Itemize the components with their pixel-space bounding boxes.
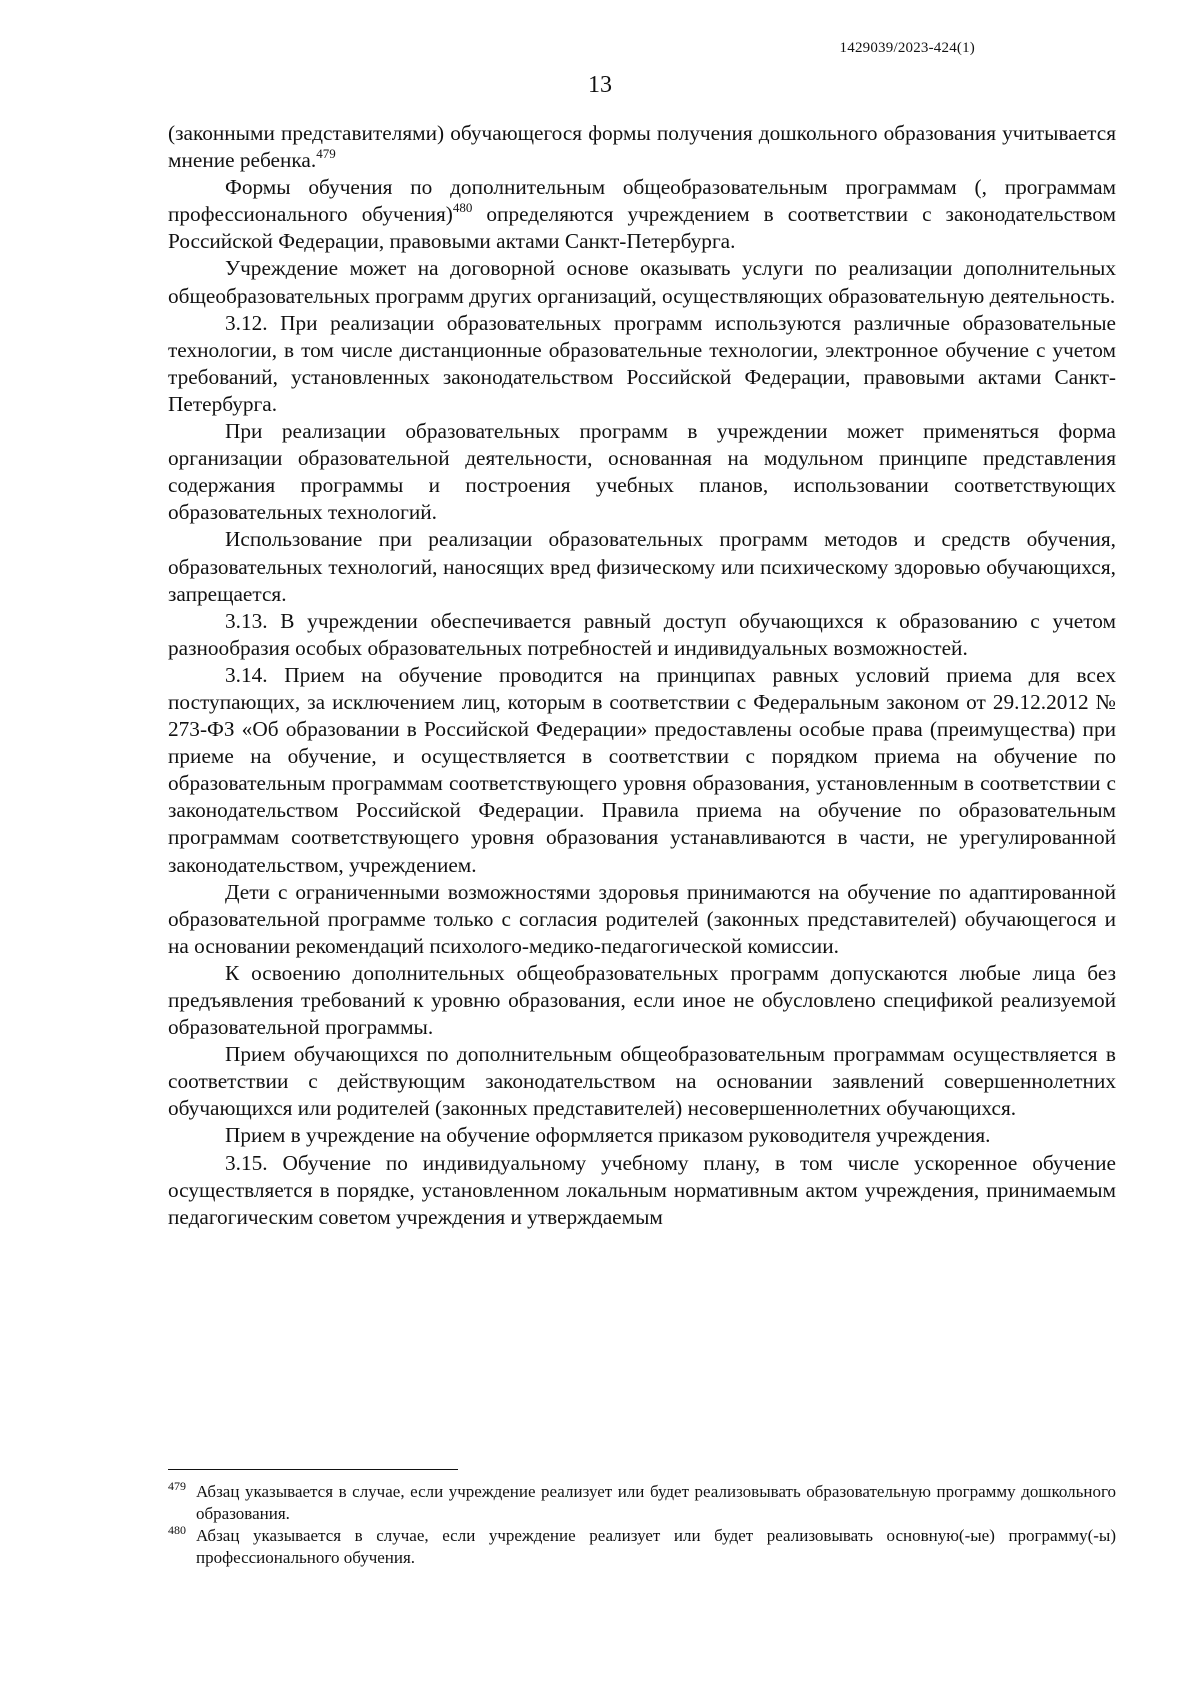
- paragraph-text: Формы обучения по дополнительным общеобразовательным программам (, программам профессионального обучения): [168, 175, 1116, 227]
- paragraph: Использование при реализации образовательных программ методов и средств обучения, образовательных технологий, наносящих вред физическому или психическому здоровью обучающихся, запрещается.: [168, 527, 1116, 606]
- paragraph: Учреждение может на договорной основе оказывать услуги по реализации дополнительных общеобразовательных программ других организаций, осуществляющих образовательную деятельность.: [168, 256, 1116, 308]
- page-number: 13: [588, 72, 612, 98]
- paragraph: [168, 120, 1116, 174]
- paragraph: Прием в учреждение на обучение оформляется приказом руководителя учреждения.: [225, 1123, 991, 1148]
- paragraph: К освоению дополнительных общеобразовательных программ допускаются любые лица без предъявления требований к уровню образования, если иное не обусловлено спецификой реализуемой образовательной программы.: [168, 960, 1116, 1040]
- document-number: 1429039/2023-424(1): [839, 40, 975, 56]
- paragraph-text: определяются учреждением в соответствии с законодательством Российской Федерации, правовыми актами Санкт-Петербурга.: [168, 202, 1116, 254]
- paragraph-3-15: 3.15. Обучение по индивидуальному учебному плану, в том числе ускоренное обучение осуществляется в порядке, установленном локальным нормативным актом учреждения, принимаемым педагогическим советом учреждения и утверждаемым: [168, 1150, 1116, 1229]
- paragraph: [168, 174, 1116, 255]
- footnote-text: Абзац указывается в случае, если учреждение реализует или будет реализовывать основную(-ые) программу(-ы) профессионального обучения.: [196, 1526, 1116, 1567]
- footnote-text: Абзац указывается в случае, если учреждение реализует или будет реализовывать образовательную программу дошкольного образования.: [196, 1482, 1116, 1523]
- footnote-reference: 479: [316, 146, 336, 162]
- paragraph-text: (законными представителями) обучающегося формы получения дошкольного образования учитывается мнение ребенка.: [168, 121, 1116, 173]
- footnotes: [168, 1481, 1116, 1569]
- document-body: [168, 120, 1116, 1231]
- footnote-reference: 480: [452, 200, 473, 216]
- paragraph-3-12: 3.12. При реализации образовательных программ используются различные образовательные технологии, в том числе дистанционные образовательные технологии, электронное обучение с учетом требований, установленных законодательством Российской Федерации, правовыми актами Санкт-Петербурга.: [168, 310, 1116, 416]
- footnote: 480 Абзац указывается в случае, если учреждение реализует или будет реализовывать основную(-ые) программу(-ы) профессионального обучения.: [168, 1523, 1116, 1567]
- paragraph: Дети с ограниченными возможностями здоровья принимаются на обучение по адаптированной образовательной программе только с согласия родителей (законных представителей) обучающегося и на основании рекомендаций психолого-медико-педагогической комиссии.: [168, 879, 1116, 958]
- footnote: 479 Абзац указывается в случае, если учреждение реализует или будет реализовывать образовательную программу дошкольного образования.: [168, 1479, 1116, 1523]
- footnote-separator: [168, 1469, 458, 1470]
- paragraph-3-14: 3.14. Прием на обучение проводится на принципах равных условий приема для всех поступающих, за исключением лиц, которым в соответствии с Федеральным законом от 29.12.2012 № 273-ФЗ «Об образовании в Российской Федерации» предоставлены особые права (преимущества) при приеме на обучение, и осуществляется в соответствии с порядком приема на обучение по образовательным программам соответствующего уровня образования, установленным в соответствии с законодательством Российской Федерации. Правила приема на обучение по образовательным программам соответствующего уровня образования устанавливаются в части, не урегулированной законодательством, учреждением.: [168, 662, 1116, 877]
- paragraph: При реализации образовательных программ в учреждении может применяться форма организации образовательной деятельности, основанная на модульном принципе представления содержания программы и построения учебных планов, использовании соответствующих образовательных технологий.: [168, 419, 1116, 525]
- paragraph-3-13: 3.13. В учреждении обеспечивается равный доступ обучающихся к образованию с учетом разнообразия особых образовательных потребностей и индивидуальных возможностей.: [168, 608, 1116, 660]
- paragraph: Прием обучающихся по дополнительным общеобразовательным программам осуществляется в соответствии с действующим законодательством на основании заявлений совершеннолетних обучающихся или родителей (законных представителей) несовершеннолетних обучающихся.: [168, 1042, 1116, 1121]
